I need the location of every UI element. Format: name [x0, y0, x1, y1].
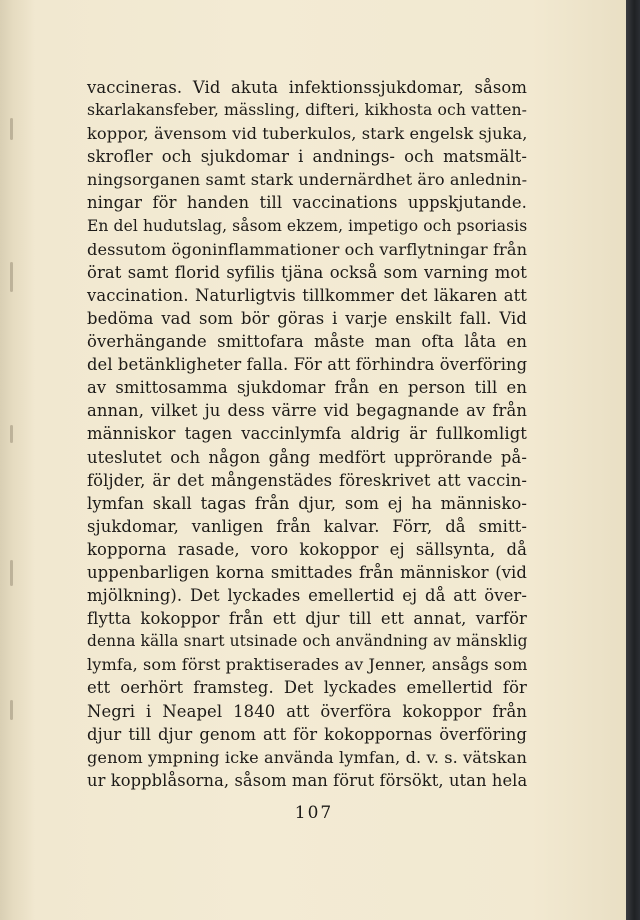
binding-mark	[10, 560, 13, 586]
text-line: ningsorganen samt stark undernärdhet äro anlednin-	[87, 170, 528, 190]
text-line: ningar för handen till vaccinations uppskjutande.	[87, 193, 527, 213]
binding-mark	[10, 425, 13, 443]
body-text	[87, 76, 527, 792]
text-line: sjukdomar, vanligen från kalvar. Förr, då smitt-	[87, 516, 527, 536]
text-line: denna källa snart utsinade och användning av mänsklig	[87, 632, 528, 651]
text-line: kopporna rasade, voro kokoppor ej sällsynta, då	[87, 539, 527, 559]
text-line: ett oerhört framsteg. Det lyckades emellertid för	[87, 678, 527, 698]
page-number: 107	[294, 803, 334, 823]
text-line: Negri i Neapel 1840 att överföra kokoppor från	[87, 701, 527, 721]
text-line: genom ympning icke använda lymfan, d. v. s. vätskan	[87, 747, 527, 767]
text-line: av smittosamma sjukdomar från en person till en	[87, 378, 527, 398]
text-line: skrofler och sjukdomar i andnings- och matsmält-	[87, 147, 527, 167]
binding-mark	[10, 262, 13, 292]
text-line: del betänkligheter falla. För att förhindra överföring	[87, 355, 528, 375]
text-line: mjölkning). Det lyckades emellertid ej då att över-	[87, 586, 527, 606]
text-line: lymfan skall tagas från djur, som ej ha människo-	[87, 493, 527, 513]
text-line: En del hudutslag, såsom ekzem, impetigo och psoriasis	[87, 216, 528, 235]
text-line: lymfa, som först praktiserades av Jenner, ansågs som	[87, 655, 528, 675]
page-gutter	[0, 0, 34, 920]
text-line: djur till djur genom att för kokoppornas överföring	[87, 724, 527, 744]
text-line: vaccineras. Vid akuta infektionssjukdomar, såsom	[87, 78, 527, 97]
book-cover-edge	[626, 0, 640, 920]
text-line: uppenbarligen korna smittades från människor (vid	[87, 562, 527, 582]
binding-mark	[10, 700, 13, 720]
text-line: koppor, ävensom vid tuberkulos, stark engelsk sjuka,	[87, 124, 528, 144]
text-line: vaccination. Naturligtvis tillkommer det läkaren att	[87, 285, 527, 305]
binding-mark	[10, 118, 13, 140]
text-line: skarlakansfeber, mässling, difteri, kikhosta och vatten-	[87, 101, 527, 120]
text-line: örat samt florid syfilis tjäna också som varning mot	[87, 262, 527, 282]
text-line: annan, vilket ju dess värre vid begagnande av från	[87, 401, 527, 421]
text-line: människor tagen vaccinlymfa aldrig är fullkomligt	[87, 424, 527, 444]
text-line: bedöma vad som bör göras i varje enskilt fall. Vid	[87, 308, 527, 328]
text-line: följder, är det mångenstädes föreskrivet att vaccin-	[87, 470, 527, 490]
text-line: ur koppblåsorna, såsom man förut försökt, utan hela	[87, 770, 528, 790]
text-line: dessutom ögoninflammationer och varflytningar från	[87, 239, 528, 259]
text-line: uteslutet och någon gång medfört upprörande på-	[87, 447, 527, 467]
text-line: flytta kokoppor från ett djur till ett annat, varför	[87, 609, 527, 629]
text-line: överhängande smittofara måste man ofta låta en	[87, 332, 527, 352]
